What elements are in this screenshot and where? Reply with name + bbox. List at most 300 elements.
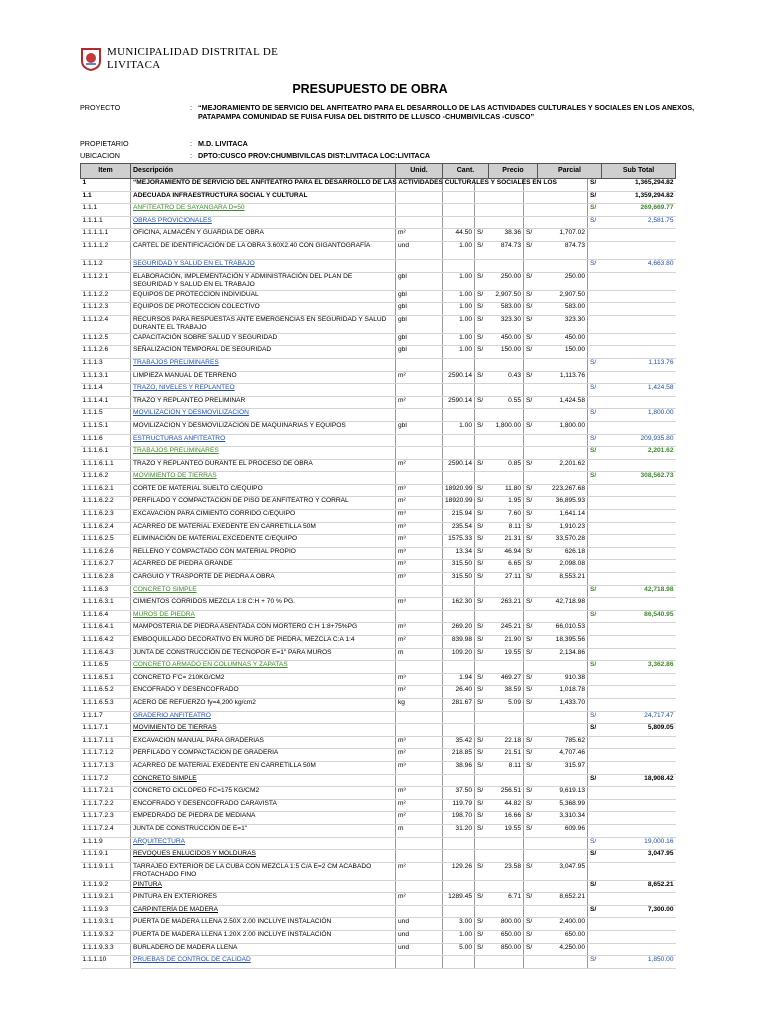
municipality-line2: LIVITACA: [107, 59, 161, 71]
cell-cur2: [524, 447, 538, 460]
cell-sub: [602, 229, 676, 242]
cell-cur2: [524, 259, 538, 272]
table-header: [81, 164, 676, 179]
cell-cur3: [588, 547, 602, 560]
cell-precio: 38.59: [489, 686, 524, 699]
table-row: [81, 384, 676, 397]
cell-unit: [396, 711, 443, 724]
cell-item: 1.1.1.7.2.1: [81, 787, 131, 800]
cell-cur3: [588, 396, 602, 409]
cell-sub: 1,424.58: [602, 384, 676, 397]
cell-cur3: [588, 943, 602, 956]
cell-precio: [489, 905, 524, 918]
cell-item: 1.1.1.2.1: [81, 272, 131, 290]
cell-unit: [396, 850, 443, 863]
cell-cur1: S/: [475, 623, 489, 636]
table-row: [81, 396, 676, 409]
table-row: [81, 229, 676, 242]
cell-precio: [489, 956, 524, 969]
cell-cant: 839.98: [443, 636, 475, 649]
cell-desc: MOVILIZACION Y DESMOVILIZACION: [131, 409, 396, 422]
cell-parcial: 583.00: [538, 303, 588, 316]
cell-cant: 198.70: [443, 812, 475, 825]
cell-cur2: [524, 774, 538, 787]
cell-cur2: S/: [524, 371, 538, 384]
cell-precio: 5.09: [489, 698, 524, 711]
owner-key: PROPIETARIO: [80, 139, 129, 148]
table-row: [81, 259, 676, 272]
cell-unit: m³: [396, 736, 443, 749]
cell-cur2: S/: [524, 918, 538, 931]
cell-cur3: S/: [588, 850, 602, 863]
cell-sub: 1,365,294.82: [602, 179, 676, 192]
table-row: [81, 315, 676, 333]
cell-unit: m²: [396, 799, 443, 812]
cell-unit: und: [396, 931, 443, 944]
cell-cur1: S/: [475, 560, 489, 573]
cell-cant: 44.50: [443, 229, 475, 242]
cell-cur2: S/: [524, 315, 538, 333]
cell-sub: [602, 241, 676, 259]
cell-sub: 209,935.80: [602, 434, 676, 447]
table-row: [81, 610, 676, 623]
cell-cur3: [588, 636, 602, 649]
cell-unit: und: [396, 943, 443, 956]
cell-item: 1.1.1.9.2: [81, 880, 131, 893]
cell-cur1: S/: [475, 510, 489, 523]
table-row: [81, 191, 676, 204]
cell-cur1: [475, 384, 489, 397]
cell-sub: 5,809.05: [602, 724, 676, 737]
cell-desc: CONCRETO F'C= 210KG/CM2: [131, 673, 396, 686]
cell-cur3: S/: [588, 191, 602, 204]
cell-parcial: 450.00: [538, 333, 588, 346]
cell-cant: [443, 880, 475, 893]
cell-precio: [489, 358, 524, 371]
cell-item: 1.1.1.6.5.1: [81, 673, 131, 686]
cell-cur3: S/: [588, 358, 602, 371]
cell-unit: m³: [396, 510, 443, 523]
cell-cur3: [588, 799, 602, 812]
cell-cur1: [475, 661, 489, 674]
cell-cur2: S/: [524, 547, 538, 560]
cell-cant: 1.00: [443, 346, 475, 359]
cell-precio: 19.55: [489, 648, 524, 661]
cell-desc: ARQUITECTURA: [131, 837, 396, 850]
cell-desc: REVOQUES ENLUCIDOS Y MOLDURAS: [131, 850, 396, 863]
cell-unit: m³: [396, 623, 443, 636]
cell-precio: [489, 774, 524, 787]
cell-unit: [396, 204, 443, 217]
cell-sub: [602, 636, 676, 649]
cell-cant: [443, 661, 475, 674]
cell-desc: EMPEDRADO DE PIEDRA DE MEDIANA: [131, 812, 396, 825]
cell-unit: m: [396, 824, 443, 837]
cell-cur2: S/: [524, 824, 538, 837]
cell-precio: 44.82: [489, 799, 524, 812]
cell-desc: MOVILIZACION Y DESMOVILIZACION DE MAQUINARIAS Y EQUIPOS: [131, 421, 396, 434]
cell-cur3: [588, 510, 602, 523]
cell-parcial: 1,641.14: [538, 510, 588, 523]
project-value: “MEJORAMIENTO DE SERVICIO DEL ANFITEATRO PARA EL DESARROLLO DE LAS ACTIVIDADES CULTURALES Y SOCIALES EN LOS ANEXOS, PATAPAMPA COMUNIDAD SE FUISA FUISA DEL DISTRITO DE LLUSCO -CHUMBIVILCAS -CUSCO”: [198, 103, 695, 121]
cell-unit: m²: [396, 862, 443, 880]
cell-desc: PERFILADO Y COMPACTACION DE PISO DE ANFITEATRO Y CORRAL: [131, 497, 396, 510]
cell-precio: 323.30: [489, 315, 524, 333]
cell-cant: [443, 711, 475, 724]
cell-precio: 8.11: [489, 522, 524, 535]
cell-cur3: S/: [588, 384, 602, 397]
cell-unit: gbl: [396, 303, 443, 316]
cell-cur2: [524, 711, 538, 724]
cell-unit: m²: [396, 749, 443, 762]
cell-cur2: S/: [524, 497, 538, 510]
cell-cur1: S/: [475, 484, 489, 497]
cell-unit: und: [396, 241, 443, 259]
cell-cant: [443, 850, 475, 863]
cell-unit: m²: [396, 636, 443, 649]
cell-cur2: S/: [524, 303, 538, 316]
cell-cur2: S/: [524, 421, 538, 434]
cell-unit: m³: [396, 573, 443, 586]
project-key: PROYECTO: [80, 103, 121, 112]
table-row: [81, 497, 676, 510]
cell-cant: [443, 774, 475, 787]
table-row: [81, 547, 676, 560]
cell-precio: 2,907.50: [489, 290, 524, 303]
cell-parcial: [538, 191, 588, 204]
cell-precio: 8.11: [489, 761, 524, 774]
cell-sub: [602, 459, 676, 472]
cell-precio: 21.31: [489, 535, 524, 548]
cell-cur2: S/: [524, 272, 538, 290]
cell-sub: [602, 290, 676, 303]
cell-cur1: [475, 774, 489, 787]
cell-sub: [602, 931, 676, 944]
cell-cur1: [475, 216, 489, 229]
cell-cur2: [524, 384, 538, 397]
cell-cur1: S/: [475, 497, 489, 510]
cell-desc: “MEJORAMIENTO DE SERVICIO DEL ANFITEATRO PARA EL DESARROLLO DE LAS ACTIVIDADES CULTURALES Y SOCIALES EN LOS: [131, 179, 396, 192]
cell-cur2: [524, 905, 538, 918]
cell-item: 1.1.1.7: [81, 711, 131, 724]
cell-desc: JUNTA DE CONSTRUCCIÓN DE E=1": [131, 824, 396, 837]
cell-sub: 2,581.75: [602, 216, 676, 229]
cell-cur1: [475, 905, 489, 918]
cell-desc: CONCRETO CICLOPEO FC=175 KG/CM2: [131, 787, 396, 800]
cell-unit: [396, 472, 443, 485]
cell-desc: CARTEL DE IDENTIFICACIÓN DE LA OBRA 3.60X2.40 CON GIGANTOGRAFÍA: [131, 241, 396, 259]
cell-unit: m³: [396, 761, 443, 774]
cell-cant: 35.42: [443, 736, 475, 749]
cell-cur3: S/: [588, 774, 602, 787]
cell-cur2: [524, 661, 538, 674]
cell-item: 1.1.1.2.6: [81, 346, 131, 359]
cell-cur1: S/: [475, 346, 489, 359]
cell-desc: PINTURA EN EXTERIORES: [131, 893, 396, 906]
cell-cur1: S/: [475, 761, 489, 774]
cell-item: 1.1.1.6.2.5: [81, 535, 131, 548]
cell-precio: 850.00: [489, 943, 524, 956]
cell-cur2: [524, 880, 538, 893]
cell-cant: [443, 956, 475, 969]
cell-cur3: [588, 459, 602, 472]
cell-cant: [443, 204, 475, 217]
cell-cant: 1289.45: [443, 893, 475, 906]
cell-parcial: 3,310.34: [538, 812, 588, 825]
cell-desc: CORTE DE MATERIAL SUELTO C/EQUIPO: [131, 484, 396, 497]
cell-item: 1.1.1.6.4.2: [81, 636, 131, 649]
table-row: [81, 648, 676, 661]
cell-sub: [602, 396, 676, 409]
table-row: [81, 931, 676, 944]
cell-item: 1.1.1.7.2.2: [81, 799, 131, 812]
cell-cur1: S/: [475, 333, 489, 346]
cell-precio: 263.21: [489, 598, 524, 611]
cell-cur3: [588, 522, 602, 535]
cell-precio: [489, 837, 524, 850]
cell-cant: 109.20: [443, 648, 475, 661]
table-row: [81, 787, 676, 800]
cell-cant: 215.94: [443, 510, 475, 523]
cell-cant: [443, 585, 475, 598]
table-row: [81, 698, 676, 711]
cell-parcial: [538, 850, 588, 863]
cell-cur3: [588, 560, 602, 573]
table-row: [81, 409, 676, 422]
cell-desc: ACARREO DE MATERIAL EXEDENTE EN CARRETILLA 50M: [131, 761, 396, 774]
cell-item: 1.1.1.6.2.1: [81, 484, 131, 497]
table-row: [81, 956, 676, 969]
cell-sub: 269,669.77: [602, 204, 676, 217]
cell-desc: MOVIMIENTO DE TIERRAS: [131, 472, 396, 485]
cell-cur1: S/: [475, 598, 489, 611]
cell-desc: CONCRETO SIMPLE: [131, 585, 396, 598]
cell-unit: m³: [396, 522, 443, 535]
cell-sub: 19,000.16: [602, 837, 676, 850]
cell-item: 1.1.1.3: [81, 358, 131, 371]
table-row: [81, 673, 676, 686]
cell-desc: CARGUIO Y TRASPORTE DE PIEDRA A OBRA: [131, 573, 396, 586]
cell-cur3: [588, 303, 602, 316]
cell-cur1: S/: [475, 736, 489, 749]
cell-unit: gbl: [396, 421, 443, 434]
cell-desc: SEÑALIZACION TEMPORAL DE SEGURIDAD: [131, 346, 396, 359]
cell-precio: [489, 434, 524, 447]
cell-sub: [602, 497, 676, 510]
cell-desc: CAPACITACIÓN SOBRE SALUD Y SEGURIDAD: [131, 333, 396, 346]
cell-desc: ELABORACIÓN, IMPLEMENTACIÓN Y ADMINISTRACIÓN DEL PLAN DE SEGURIDAD Y SALUD EN EL TRABAJO: [131, 272, 396, 290]
cell-cant: [443, 434, 475, 447]
cell-cur2: [524, 585, 538, 598]
cell-precio: 38.36: [489, 229, 524, 242]
cell-item: 1.1.1.6.2.3: [81, 510, 131, 523]
cell-unit: [396, 880, 443, 893]
cell-precio: [489, 259, 524, 272]
cell-sub: [602, 547, 676, 560]
cell-item: 1.1.1.6.3: [81, 585, 131, 598]
cell-parcial: [538, 905, 588, 918]
cell-cur1: S/: [475, 396, 489, 409]
cell-cur2: S/: [524, 241, 538, 259]
cell-item: 1.1.1.7.2.3: [81, 812, 131, 825]
cell-cant: 1.00: [443, 290, 475, 303]
cell-parcial: 1,018.78: [538, 686, 588, 699]
cell-precio: [489, 880, 524, 893]
cell-cur3: [588, 893, 602, 906]
table-row: [81, 447, 676, 460]
cell-cur1: S/: [475, 812, 489, 825]
cell-cur2: S/: [524, 943, 538, 956]
cell-cur1: [475, 204, 489, 217]
table-row: [81, 880, 676, 893]
cell-item: 1.1.1.9.2.1: [81, 893, 131, 906]
table-row: [81, 346, 676, 359]
header-cant: Cant.: [443, 164, 489, 179]
cell-sub: 1,850.00: [602, 956, 676, 969]
cell-cur3: [588, 421, 602, 434]
cell-cur2: S/: [524, 749, 538, 762]
cell-cur2: S/: [524, 862, 538, 880]
table-row: [81, 862, 676, 880]
table-row: [81, 850, 676, 863]
table-row: [81, 522, 676, 535]
cell-parcial: 2,201.62: [538, 459, 588, 472]
cell-cur1: [475, 191, 489, 204]
cell-sub: [602, 371, 676, 384]
cell-parcial: [538, 358, 588, 371]
cell-cur1: S/: [475, 535, 489, 548]
table-row: [81, 272, 676, 290]
cell-sub: [602, 303, 676, 316]
cell-sub: [602, 598, 676, 611]
cell-unit: [396, 837, 443, 850]
cell-cur3: [588, 812, 602, 825]
cell-desc: ACARREO DE MATERIAL EXEDENTE EN CARRETILLA 50M: [131, 522, 396, 535]
cell-precio: 583.00: [489, 303, 524, 316]
cell-sub: [602, 812, 676, 825]
cell-sub: [602, 648, 676, 661]
cell-item: 1.1.1.6.2.4: [81, 522, 131, 535]
cell-item: 1.1.1.2: [81, 259, 131, 272]
cell-cant: 1575.33: [443, 535, 475, 548]
cell-item: 1.1.1.9.3.2: [81, 931, 131, 944]
cell-unit: [396, 447, 443, 460]
cell-cur1: [475, 259, 489, 272]
cell-parcial: [538, 409, 588, 422]
cell-sub: [602, 686, 676, 699]
table-row: [81, 560, 676, 573]
cell-sub: 1,359,294.82: [602, 191, 676, 204]
cell-item: 1.1.1.3.1: [81, 371, 131, 384]
cell-unit: m²: [396, 893, 443, 906]
cell-unit: [396, 384, 443, 397]
cell-precio: [489, 724, 524, 737]
cell-precio: 874.73: [489, 241, 524, 259]
header-desc: Descripción: [131, 164, 396, 179]
table-row: [81, 824, 676, 837]
cell-cant: 269.20: [443, 623, 475, 636]
table-row: [81, 204, 676, 217]
table-row: [81, 179, 676, 192]
location-value: DPTO:CUSCO PROV:CHUMBIVILCAS DIST:LIVITACA LOC:LIVITACA: [198, 151, 431, 160]
cell-sub: [602, 787, 676, 800]
table-row: [81, 686, 676, 699]
cell-unit: gbl: [396, 346, 443, 359]
cell-cur3: [588, 598, 602, 611]
cell-desc: TRAZO Y REPLANTEO DURANTE EL PROCESO DE OBRA: [131, 459, 396, 472]
cell-precio: [489, 384, 524, 397]
cell-item: 1.1.1.7.1: [81, 724, 131, 737]
cell-cur2: S/: [524, 623, 538, 636]
cell-sub: [602, 893, 676, 906]
table-row: [81, 303, 676, 316]
cell-parcial: 910.38: [538, 673, 588, 686]
cell-cur1: S/: [475, 547, 489, 560]
cell-desc: ACARREO DE PIEDRA GRANDE: [131, 560, 396, 573]
cell-cant: 37.50: [443, 787, 475, 800]
cell-item: 1.1.1.7.1.1: [81, 736, 131, 749]
cell-precio: 256.51: [489, 787, 524, 800]
cell-cur2: S/: [524, 812, 538, 825]
cell-cant: 18920.99: [443, 497, 475, 510]
cell-unit: [396, 956, 443, 969]
cell-precio: 450.00: [489, 333, 524, 346]
cell-parcial: 650.00: [538, 931, 588, 944]
cell-parcial: 4,250.00: [538, 943, 588, 956]
cell-desc: TARRAJEO EXTERIOR DE LA CUBA CON MEZCLA 1:5 C/A E=2 CM ACABADO FROTACHADO FINO: [131, 862, 396, 880]
cell-precio: 27.11: [489, 573, 524, 586]
cell-desc: ADECUADA INFRAESTRUCTURA SOCIAL Y CULTURAL: [131, 191, 396, 204]
cell-cur2: S/: [524, 484, 538, 497]
cell-unit: m²: [396, 459, 443, 472]
cell-cur2: S/: [524, 673, 538, 686]
cell-cur2: S/: [524, 893, 538, 906]
cell-cur3: [588, 573, 602, 586]
cell-desc: EXCAVACION PARA CIMIENTO CORRIDO C/EQUIPO: [131, 510, 396, 523]
cell-item: 1.1.1.7.2.4: [81, 824, 131, 837]
cell-cur2: [524, 358, 538, 371]
cell-cur1: S/: [475, 931, 489, 944]
cell-cur3: [588, 648, 602, 661]
cell-cur2: S/: [524, 560, 538, 573]
cell-cur2: S/: [524, 333, 538, 346]
project-colon: :: [190, 103, 192, 112]
cell-item: 1.1.1.7.1.2: [81, 749, 131, 762]
cell-cur1: [475, 956, 489, 969]
cell-parcial: 33,570.28: [538, 535, 588, 548]
cell-desc: TRABAJOS PRELIMINARES: [131, 358, 396, 371]
cell-parcial: 4,707.46: [538, 749, 588, 762]
cell-item: 1.1.1.6: [81, 434, 131, 447]
header-unit: Unid.: [396, 164, 443, 179]
cell-unit: m³: [396, 484, 443, 497]
cell-sub: 8,652.21: [602, 880, 676, 893]
cell-desc: EXCAVACION MANUAL PARA GRADERIAS: [131, 736, 396, 749]
cell-item: 1.1.1.6.5.3: [81, 698, 131, 711]
cell-precio: 469.27: [489, 673, 524, 686]
cell-cant: [443, 724, 475, 737]
cell-cant: 162.30: [443, 598, 475, 611]
header-parcial: Parcial: [538, 164, 602, 179]
owner-value: M.D. LIVITACA: [198, 139, 248, 148]
cell-sub: [602, 761, 676, 774]
cell-unit: kg: [396, 698, 443, 711]
cell-sub: 4,663.80: [602, 259, 676, 272]
cell-cant: 129.26: [443, 862, 475, 880]
cell-cur3: [588, 824, 602, 837]
cell-desc: CONCRETO SIMPLE: [131, 774, 396, 787]
cell-parcial: 1,113.76: [538, 371, 588, 384]
